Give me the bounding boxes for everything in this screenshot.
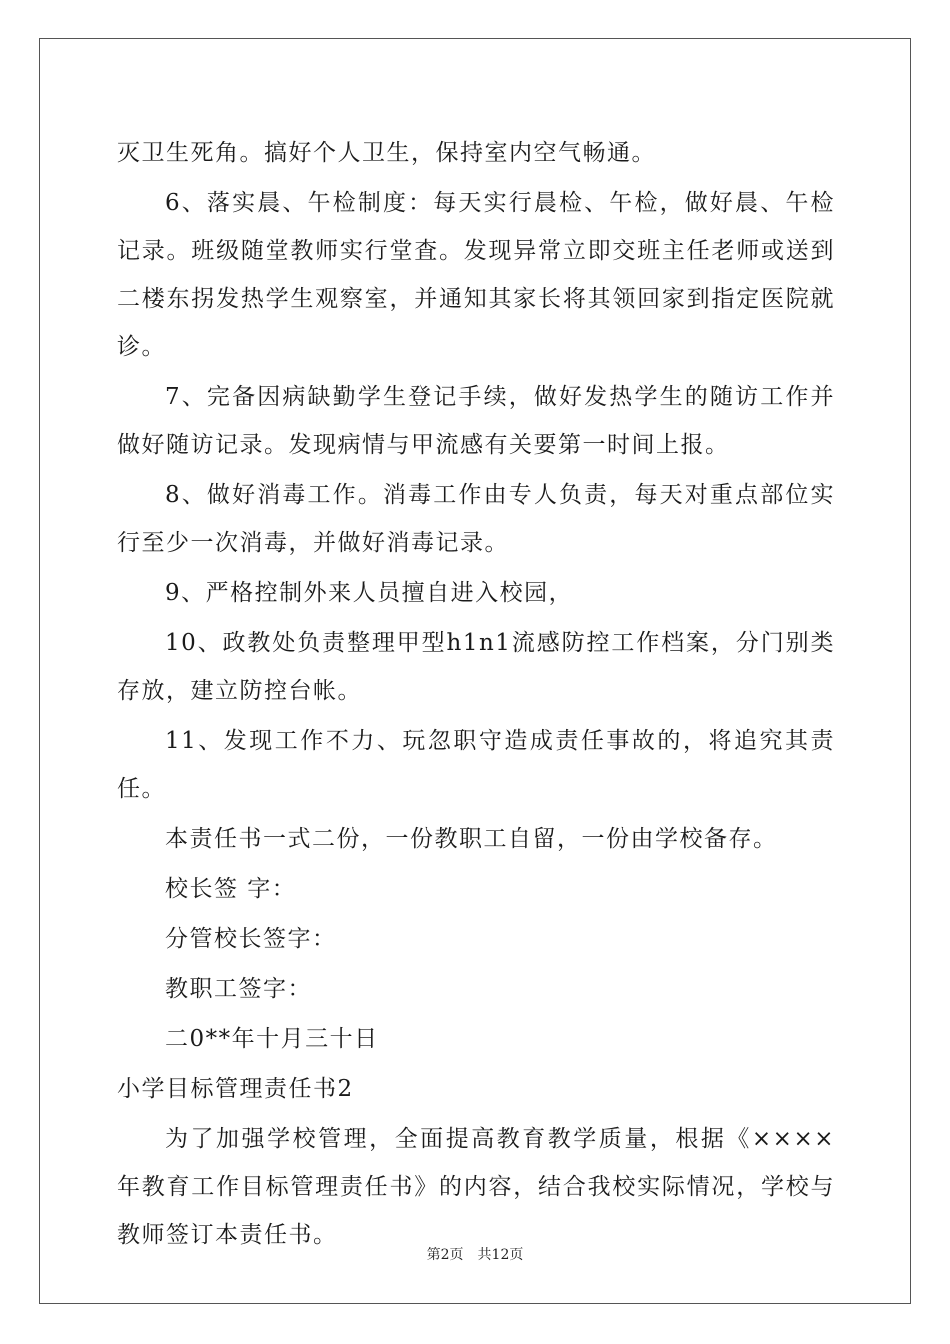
page-number: 第2页: [426, 1247, 464, 1263]
paragraph: 为了加强学校管理，全面提高教育教学质量，根据《××××年教育工作目标管理责任书》的内容，结合我校实际情况，学校与教师签订本责任书。: [117, 1126, 835, 1248]
paragraph: 10、政教处负责整理甲型h1n1流感防控工作档案，分门别类存放，建立防控台帐。: [117, 630, 835, 704]
paragraph: 11、发现工作不力、玩忽职守造成责任事故的，将追究其责任。: [117, 728, 835, 802]
signature-line-vice-principal: 分管校长签字：: [165, 926, 337, 952]
paragraph: 6、落实晨、午检制度：每天实行晨检、午检，做好晨、午检记录。班级随堂教师实行堂査。发现异常立即交班主任老师或送到二楼东拐发热学生观察室，并通知其家长将其领回家到指定医院就诊。: [117, 190, 835, 360]
date-line: 二0**年十月三十日: [165, 1026, 379, 1052]
signature-line-staff: 教职工签字：: [165, 976, 312, 1002]
paragraph: 8、做好消毒工作。消毒工作由专人负责，每天对重点部位实行至少一次消毒，并做好消毒记录。: [117, 482, 835, 556]
paragraph: 灭卫生死角。搞好个人卫生，保持室内空气畅通。: [117, 140, 656, 166]
section-title: 小学目标管理责任书2: [117, 1076, 354, 1102]
paragraph: 7、完备因病缺勤学生登记手续，做好发热学生的随访工作并做好随访记录。发现病情与甲流感有关要第一时间上报。: [117, 384, 835, 458]
paragraph: 9、严格控制外来人员擅自进入校园，: [165, 580, 574, 606]
signature-line-principal: 校长签 字：: [165, 876, 297, 902]
paragraph: 本责任书一式二份，一份教职工自留，一份由学校备存。: [165, 826, 778, 852]
page-footer: [0, 1245, 950, 1265]
page-total: 共12页: [477, 1247, 524, 1263]
document-body: [117, 129, 835, 1261]
